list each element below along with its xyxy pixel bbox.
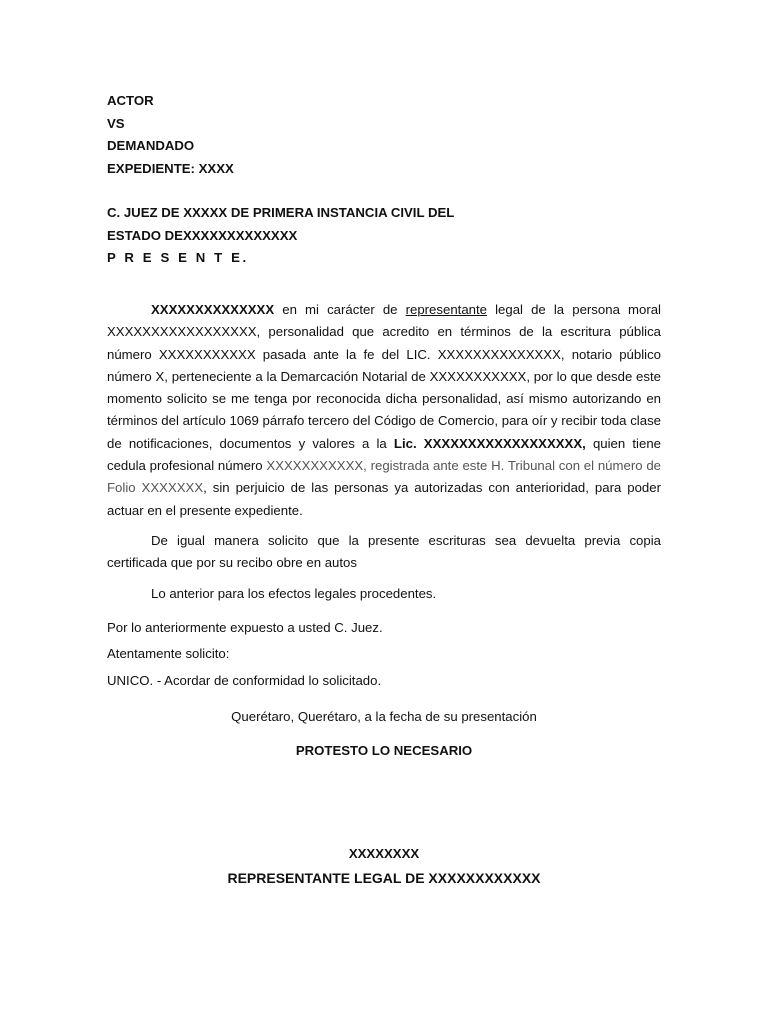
paragraph-2 <box>107 530 661 575</box>
defendant-label: DEMANDADO <box>107 138 195 153</box>
closing-line-3: UNICO. - Acordar de conformidad lo solicitado. <box>107 672 382 688</box>
signature-name: XXXXXXXX <box>348 846 420 861</box>
paragraph-3-text: Lo anterior para los efectos legales procedentes. <box>151 585 437 601</box>
registration-text: XXXXXXXXXXX, registrada ante este H. Tribunal con el número de Folio XXXXXXX <box>107 458 661 496</box>
addressee-line-3: P R E S E N T E. <box>107 250 249 265</box>
addressee-line-1: C. JUEZ DE XXXXX DE PRIMERA INSTANCIA CIVIL DEL <box>107 205 455 220</box>
actor-label: ACTOR <box>107 93 154 108</box>
paragraph-1-text-d: , sin perjuicio de las personas ya autorizadas con anterioridad, para poder actuar en el presente expediente. <box>107 480 661 518</box>
place-date: Querétaro, Querétaro, a la fecha de su presentación <box>231 709 537 724</box>
case-file-label: EXPEDIENTE: XXXX <box>107 160 234 176</box>
paragraph-1-text-a: en mi carácter de <box>274 302 406 317</box>
representative-name: XXXXXXXXXXXXXX <box>151 302 275 317</box>
paragraph-2-text: De igual manera solicito que la presente escrituras sea devuelta previa copia certificada que por su recibo obre en autos <box>107 532 661 571</box>
document-body <box>107 299 661 694</box>
signature-title: REPRESENTANTE LEGAL DE XXXXXXXXXXXX <box>227 870 541 886</box>
addressee-block <box>107 202 454 270</box>
underlined-word: representante <box>405 302 487 317</box>
protest-line: PROTESTO LO NECESARIO <box>295 743 473 758</box>
paragraph-3 <box>107 583 661 605</box>
addressee-line-2: ESTADO DEXXXXXXXXXXXXX <box>107 227 298 243</box>
authorized-lawyer: Lic. XXXXXXXXXXXXXXXXXX, <box>393 435 586 451</box>
paragraph-1-text-b: legal de la persona moral XXXXXXXXXXXXXXXXX, personalidad que acredito en términos de la escritura pública número XXXXXXXXXXX pasada ante la fe del LIC. XXXXXXXXXXXXXX, notario público número X, perteneciente a la Demarcación Notarial de XXXXXXXXXXX, por lo que desde este momento solicito se me tenga por reconocida dicha personalidad, así mismo autorizando en términos del artículo 1069 párrafo tercero del Código de Comercio, para oír y recibir toda clase de notificaciones, documentos y valores a la <box>107 302 661 451</box>
closing-line-2: Atentamente solicito: <box>107 646 230 662</box>
versus-label: VS <box>107 115 125 131</box>
closing-line-1: Por lo anteriormente expuesto a usted C. Juez. <box>107 619 383 635</box>
paragraph-1 <box>107 299 661 522</box>
paragraph-1-text-c: quien tiene cedula profesional número <box>107 435 661 474</box>
case-heading <box>107 90 234 180</box>
